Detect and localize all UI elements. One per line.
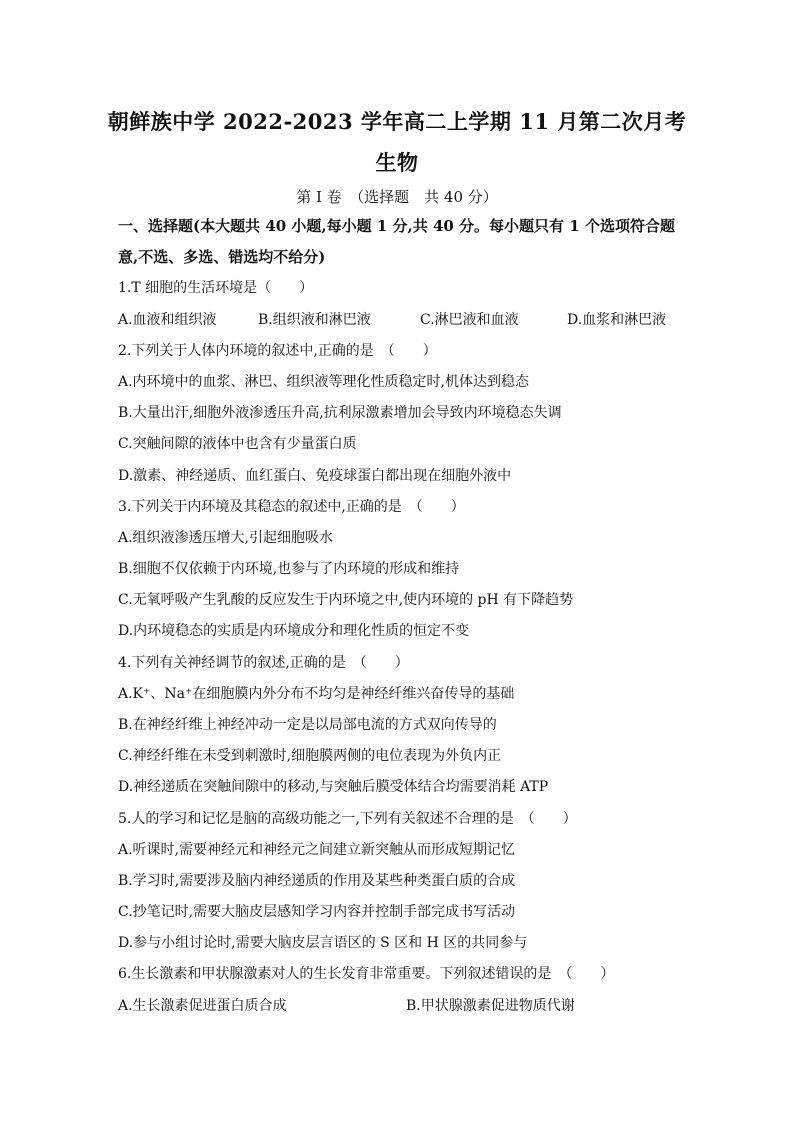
- option-3c: C.无氧呼吸产生乳酸的反应发生于内环境之中,使内环境的 pH 有下降趋势: [118, 592, 574, 608]
- option-1d: D.血浆和淋巴液: [567, 312, 667, 328]
- question-stem-2: 2.下列关于人体内环境的叙述中,正确的是 （ ）: [118, 343, 437, 359]
- option-5c: C.抄笔记时,需要大脑皮层感知学习内容并控制手部完成书写活动: [118, 904, 516, 920]
- subject-title: 生物: [375, 150, 419, 175]
- option-6a: A.生长激素促进蛋白质合成: [118, 998, 287, 1014]
- question-stem-4: 4.下列有关神经调节的叙述,正确的是 （ ）: [118, 655, 409, 671]
- exam-title: 朝鲜族中学 2022-2023 学年高二上学期 11 月第二次月考: [107, 109, 687, 134]
- question-stem-1: 1.T 细胞的生活环境是（ ）: [118, 280, 314, 296]
- question-6-options: [118, 996, 698, 1016]
- question-stem-6: 6.生长激素和甲状腺激素对人的生长发育非常重要。下列叙述错误的是 （ ）: [118, 966, 615, 982]
- option-4d: D.神经递质在突触间隙中的移动,与突触后膜受体结合均需要消耗 ATP: [118, 779, 549, 795]
- question-stem-3: 3.下列关于内环境及其稳态的叙述中,正确的是 （ ）: [118, 499, 465, 515]
- volume-label: 第 I 卷 （选择题 共 40 分）: [296, 188, 498, 206]
- option-3b: B.细胞不仅依赖于内环境,也参与了内环境的形成和维持: [118, 561, 460, 577]
- option-2c: C.突触间隙的液体中也含有少量蛋白质: [118, 436, 357, 452]
- option-2b: B.大量出汗,细胞外液渗透压升高,抗利尿激素增加会导致内环境稳态失调: [118, 405, 562, 421]
- option-6b: B.甲状腺激素促进物质代谢: [406, 998, 575, 1014]
- option-1b: B.组织液和淋巴液: [258, 312, 371, 328]
- question-1-options: [118, 310, 698, 330]
- section-heading: 一、选择题(本大题共 40 小题,每小题 1 分,共 40 分。每小题只有 1 个选项符合题意,不选、多选、错选均不给分): [118, 217, 675, 266]
- option-3d: D.内环境稳态的实质是内环境成分和理化性质的恒定不变: [118, 623, 470, 639]
- option-4b: B.在神经纤维上神经冲动一定是以局部电流的方式双向传导的: [118, 717, 497, 733]
- option-1c: C.淋巴液和血液: [420, 312, 519, 328]
- option-2d: D.激素、神经递质、血红蛋白、免疫球蛋白都出现在细胞外液中: [118, 468, 512, 484]
- option-3a: A.组织液渗透压增大,引起细胞吸水: [118, 530, 334, 546]
- option-5d: D.参与小组讨论时,需要大脑皮层言语区的 S 区和 H 区的共同参与: [118, 935, 528, 951]
- option-1a: A.血液和组织液: [118, 312, 217, 328]
- question-stem-5: 5.人的学习和记忆是脑的高级功能之一,下列有关叙述不合理的是 （ ）: [118, 811, 577, 827]
- option-4a: A.K⁺、Na⁺在细胞膜内外分布不均匀是神经纤维兴奋传导的基础: [118, 686, 515, 702]
- option-2a: A.内环境中的血浆、淋巴、组织液等理化性质稳定时,机体达到稳态: [118, 374, 530, 390]
- option-5a: A.听课时,需要神经元和神经元之间建立新突触从而形成短期记忆: [118, 842, 516, 858]
- option-5b: B.学习时,需要涉及脑内神经递质的作用及某些种类蛋白质的合成: [118, 873, 516, 889]
- option-4c: C.神经纤维在未受到刺激时,细胞膜两侧的电位表现为外负内正: [118, 748, 502, 764]
